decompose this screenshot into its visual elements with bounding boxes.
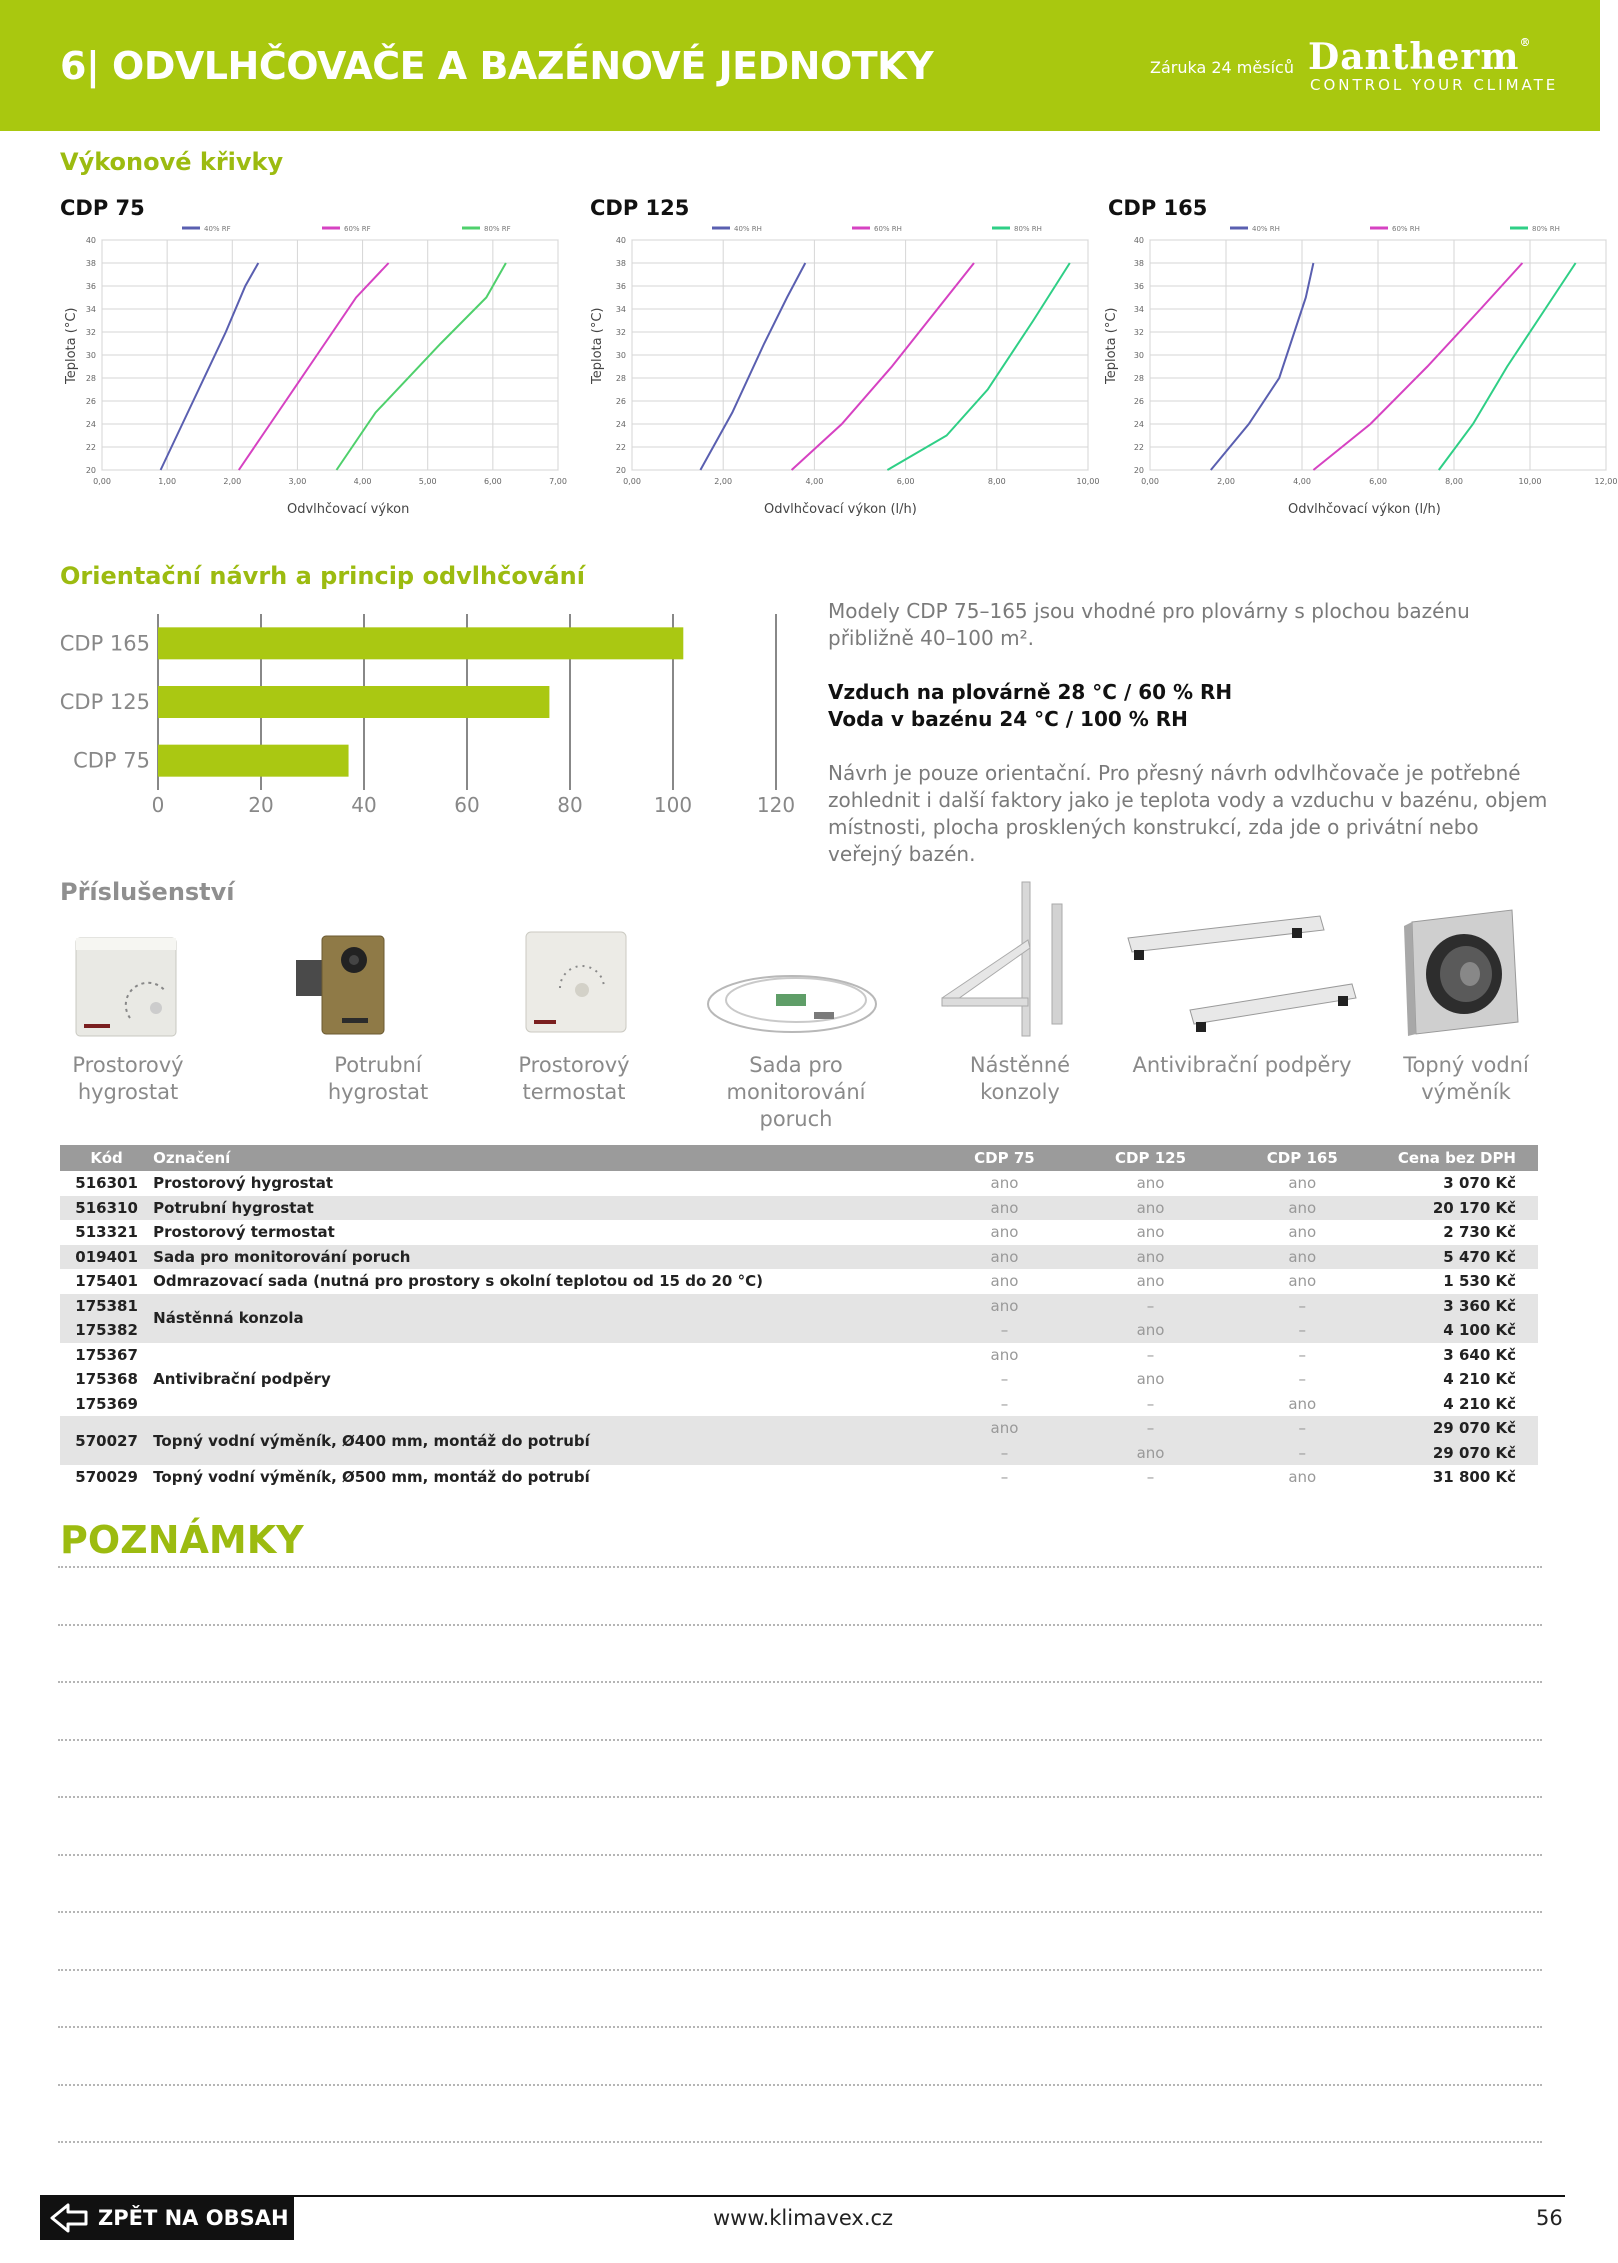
table-row: [60, 1269, 1538, 1294]
table-row: [60, 1416, 1538, 1441]
accessory-label-line: termostat: [522, 1080, 626, 1104]
legend-label: 60% RH: [1392, 225, 1420, 233]
accessory-label-line: Nástěnné: [969, 1053, 1071, 1077]
cell-price: 31 800 Kč: [1432, 1468, 1516, 1487]
warranty-note: Záruka 24 měsíců: [1150, 58, 1294, 77]
notes-line: [58, 2141, 1542, 2143]
accessory-label-room-thermostat: [486, 1052, 662, 1106]
col-header-cdp125: CDP 125: [1074, 1145, 1220, 1171]
cell-name: Prostorový termostat: [153, 1223, 335, 1242]
table-row: [60, 1245, 1538, 1270]
x-tick-label: 0,00: [93, 477, 111, 486]
y-tick-label: 40: [1133, 236, 1144, 245]
x-tick-label: 6,00: [1369, 477, 1387, 486]
y-tick-label: 38: [1133, 259, 1144, 268]
duct-hygrostat-image: [292, 930, 402, 1042]
cell-price: 5 470 Kč: [1377, 1245, 1538, 1270]
curve-plot: [1108, 226, 1618, 526]
cell-price: 4 100 Kč: [1377, 1318, 1538, 1343]
cell-cdp125: –: [1074, 1416, 1220, 1441]
x-tick-label: 80: [557, 793, 583, 817]
x-tick-label: 40: [351, 793, 377, 817]
x-tick-label: 0,00: [623, 477, 641, 486]
cell-code: 175381: [60, 1294, 145, 1319]
col-header-code: Kód: [60, 1145, 145, 1171]
col-header-name: Označení: [145, 1145, 927, 1171]
notes-line: [58, 1911, 1542, 1913]
sizing-bar-chart: [40, 610, 800, 820]
notes-line: [58, 1969, 1542, 1971]
y-tick-label: 36: [615, 282, 626, 291]
cell-code: 175367: [75, 1345, 138, 1364]
water-heater-exchanger-image: [1400, 902, 1530, 1042]
accessory-label-duct-hygrostat: [290, 1052, 466, 1106]
cell-cdp125: ano: [1136, 1370, 1165, 1389]
cell-cdp75: –: [927, 1318, 1073, 1343]
notes-line: [58, 1739, 1542, 1741]
x-tick-label: 1,00: [158, 477, 177, 486]
cell-cdp75: –: [1000, 1394, 1009, 1413]
legend-label: 80% RF: [484, 225, 511, 233]
legend-label: 60% RH: [874, 225, 902, 233]
x-tick-label: 3,00: [288, 477, 307, 486]
arrow-left-icon: [48, 2202, 90, 2234]
table-row: [60, 1171, 1538, 1196]
cell-code: 175368: [75, 1370, 138, 1389]
cell-price: 3 070 Kč: [1443, 1174, 1516, 1193]
cell-cdp75: ano: [927, 1245, 1073, 1270]
curve-chart-cdp75: [60, 196, 567, 526]
cell-code: 516310: [60, 1196, 145, 1221]
cell-cdp165: ano: [1288, 1174, 1317, 1193]
design-paragraph-2: Návrh je pouze orientační. Pro přesný návrh odvlhčovače je potřebné zohlednit i další faktory jako je teplota vody a vzduchu v bazénu, objem místnosti, plocha prosklených konstrukcí, zda jde o privátní nebo veřejný bazén.: [828, 761, 1548, 866]
chapter-title: 6| ODVLHČOVAČE A BAZÉNOVÉ JEDNOTKY: [60, 44, 934, 88]
cell-price: 29 070 Kč: [1377, 1416, 1538, 1441]
cell-price: 3 360 Kč: [1377, 1294, 1538, 1319]
cell-cdp125: ano: [1074, 1196, 1220, 1221]
cell-cdp165: ano: [1220, 1245, 1377, 1270]
cell-cdp165: –: [1220, 1294, 1377, 1319]
category-label: CDP 75: [73, 748, 150, 773]
x-tick-label: 0,00: [1141, 477, 1159, 486]
cell-cdp165: ano: [1288, 1223, 1317, 1242]
cell-code: 175382: [60, 1318, 145, 1343]
back-to-contents-button[interactable]: [40, 2196, 294, 2240]
curve-plot: [60, 226, 570, 526]
cell-cdp165: –: [1220, 1416, 1377, 1441]
notes-line: [58, 1796, 1542, 1798]
brand-tagline: CONTROL YOUR CLIMATE: [1310, 76, 1559, 94]
accessory-label-room-hygrostat: [40, 1052, 216, 1106]
x-tick-label: 10,00: [1518, 477, 1542, 486]
y-tick-label: 28: [615, 374, 626, 383]
cell-cdp75: ano: [927, 1416, 1073, 1441]
notes-line: [58, 1566, 1542, 1568]
design-paragraph-1: Modely CDP 75–165 jsou vhodné pro plovárny s plochou bazénu přibližně 40–100 m².: [828, 599, 1470, 650]
cell-cdp75: ano: [927, 1294, 1073, 1319]
cell-cdp125: –: [1146, 1394, 1155, 1413]
accessory-label-line: Potrubní: [334, 1053, 422, 1077]
x-tick-label: 100: [653, 793, 693, 817]
y-tick-label: 30: [1133, 351, 1144, 360]
cell-code: 175401: [75, 1272, 138, 1291]
accessory-label-water-heater: [1378, 1052, 1554, 1106]
x-tick-label: 6,00: [896, 477, 915, 486]
cell-cdp75: ano: [990, 1272, 1019, 1291]
cell-price: 4 210 Kč: [1443, 1370, 1516, 1389]
curve-xlabel: Odvlhčovací výkon (l/h): [764, 502, 917, 517]
design-section-title: Orientační návrh a princip odvlhčování: [60, 562, 585, 590]
legend-label: 40% RF: [204, 225, 231, 233]
cell-cdp125: ano: [1136, 1272, 1165, 1291]
x-tick-label: 10,00: [1076, 477, 1100, 486]
cell-cdp75: –: [1000, 1370, 1009, 1389]
y-tick-label: 22: [615, 443, 626, 452]
table-row: [60, 1367, 1538, 1392]
col-header-cdp165: CDP 165: [1220, 1145, 1377, 1171]
curve-chart-cdp125: [590, 196, 1100, 526]
accessory-label-line: Prostorový: [72, 1053, 184, 1077]
cell-name: Topný vodní výměník, Ø500 mm, montáž do potrubí: [153, 1468, 590, 1487]
curve-xlabel: Odvlhčovací výkon: [287, 502, 410, 517]
y-tick-label: 24: [615, 420, 626, 429]
y-tick-label: 38: [615, 259, 626, 268]
legend-label: 40% RH: [734, 225, 762, 233]
table-row: [60, 1294, 1538, 1319]
accessory-label-line: výměník: [1421, 1080, 1511, 1104]
x-tick-label: 60: [454, 793, 480, 817]
y-tick-label: 26: [85, 397, 96, 406]
curve-plot: [590, 226, 1100, 526]
y-tick-label: 32: [615, 328, 626, 337]
y-tick-label: 30: [615, 351, 626, 360]
cell-cdp75: –: [1000, 1468, 1009, 1487]
category-label: CDP 165: [59, 631, 150, 656]
y-tick-label: 36: [85, 282, 96, 291]
col-header-price: Cena bez DPH: [1377, 1145, 1538, 1171]
cell-cdp125: ano: [1074, 1245, 1220, 1270]
col-header-cdp75: CDP 75: [927, 1145, 1073, 1171]
footer-website[interactable]: www.klimavex.cz: [713, 2206, 894, 2230]
y-tick-label: 22: [85, 443, 96, 452]
y-tick-label: 36: [1133, 282, 1144, 291]
x-tick-label: 2,00: [1217, 477, 1235, 486]
cell-cdp165: ano: [1288, 1394, 1317, 1413]
y-tick-label: 28: [85, 374, 96, 383]
cell-cdp165: –: [1298, 1345, 1307, 1364]
accessory-label-line: Prostorový: [518, 1053, 630, 1077]
y-tick-label: 26: [615, 397, 626, 406]
x-tick-label: 5,00: [418, 477, 437, 486]
cell-cdp125: ano: [1074, 1318, 1220, 1343]
y-tick-label: 20: [85, 466, 96, 475]
cell-cdp75: ano: [990, 1345, 1019, 1364]
accessory-label-line: Antivibrační podpěry: [1132, 1053, 1352, 1077]
curve-chart-cdp165: [1104, 196, 1618, 526]
back-to-contents-label: ZPĚT NA OBSAH: [98, 2206, 289, 2230]
accessory-label-line: poruch: [759, 1107, 833, 1131]
accessory-label-line: hygrostat: [327, 1080, 429, 1104]
notes-line: [58, 2026, 1542, 2028]
table-row: [60, 1220, 1538, 1245]
y-tick-label: 26: [1133, 397, 1144, 406]
cell-cdp75: ano: [990, 1174, 1019, 1193]
brand-mark: ®: [1519, 36, 1532, 49]
cell-cdp75: –: [927, 1441, 1073, 1466]
brand-logo: [1308, 36, 1531, 78]
table-row: [60, 1343, 1538, 1368]
notes-line: [58, 1624, 1542, 1626]
cell-price: 3 640 Kč: [1443, 1345, 1516, 1364]
y-tick-label: 28: [1133, 374, 1144, 383]
cell-price: 29 070 Kč: [1377, 1441, 1538, 1466]
y-tick-label: 32: [85, 328, 96, 337]
x-tick-label: 20: [248, 793, 274, 817]
cell-cdp165: –: [1220, 1441, 1377, 1466]
y-tick-label: 32: [1133, 328, 1144, 337]
accessory-label-line: konzoly: [980, 1080, 1060, 1104]
cell-name: Sada pro monitorování poruch: [145, 1245, 927, 1270]
accessory-label-line: Topný vodní: [1403, 1053, 1529, 1077]
x-tick-label: 120: [756, 793, 796, 817]
legend-label: 80% RH: [1014, 225, 1042, 233]
curves-section-title: Výkonové křivky: [60, 148, 284, 176]
cell-name: Odmrazovací sada (nutná pro prostory s okolní teplotou od 15 do 20 °C): [153, 1272, 763, 1291]
cell-cdp165: ano: [1220, 1196, 1377, 1221]
cell-name: Potrubní hygrostat: [145, 1196, 927, 1221]
y-tick-label: 40: [85, 236, 96, 245]
table-row: [60, 1196, 1538, 1221]
accessory-label-wall-brackets: [932, 1052, 1108, 1106]
y-tick-label: 34: [1133, 305, 1144, 314]
cell-cdp125: ano: [1136, 1174, 1165, 1193]
cell-cdp125: –: [1146, 1468, 1155, 1487]
x-tick-label: 8,00: [1445, 477, 1463, 486]
cell-name: [145, 1392, 927, 1417]
accessory-label-line: hygrostat: [77, 1080, 179, 1104]
notes-title: POZNÁMKY: [60, 1518, 304, 1562]
x-tick-label: 8,00: [987, 477, 1006, 486]
x-tick-label: 2,00: [223, 477, 242, 486]
x-tick-label: 4,00: [805, 477, 824, 486]
x-tick-label: 0: [151, 793, 165, 817]
bar: [158, 686, 549, 718]
accessories-price-table: [60, 1145, 1538, 1490]
cell-cdp165: –: [1220, 1318, 1377, 1343]
curve-title: CDP 75: [60, 196, 145, 220]
curve-xlabel: Odvlhčovací výkon (l/h): [1288, 502, 1441, 517]
room-thermostat-image: [520, 926, 632, 1038]
y-tick-label: 30: [85, 351, 96, 360]
x-tick-label: 4,00: [353, 477, 372, 486]
cell-price: 4 210 Kč: [1443, 1394, 1516, 1413]
cell-price: 1 530 Kč: [1443, 1272, 1516, 1291]
anti-vibration-supports-image: [1120, 908, 1360, 1040]
curve-title: CDP 165: [1108, 196, 1208, 220]
notes-line: [58, 1854, 1542, 1856]
cell-name: Prostorový hygrostat: [153, 1174, 334, 1193]
cell-code: 570027: [60, 1416, 145, 1465]
accessory-label-line: Sada pro: [749, 1053, 843, 1077]
y-tick-label: 40: [615, 236, 626, 245]
y-tick-label: 20: [615, 466, 626, 475]
cell-cdp125: ano: [1136, 1223, 1165, 1242]
accessory-label-line: monitorování: [726, 1080, 866, 1104]
cell-cdp165: –: [1298, 1370, 1307, 1389]
x-tick-label: 2,00: [714, 477, 733, 486]
y-tick-label: 34: [85, 305, 96, 314]
legend-label: 60% RF: [344, 225, 371, 233]
y-tick-label: 22: [1133, 443, 1144, 452]
x-tick-label: 7,00: [549, 477, 567, 486]
y-tick-label: 34: [615, 305, 626, 314]
cell-code: 175369: [75, 1394, 138, 1413]
legend-label: 80% RH: [1532, 225, 1560, 233]
bar: [158, 627, 683, 659]
cell-cdp125: –: [1074, 1294, 1220, 1319]
design-water-condition: Voda v bazénu 24 °C / 100 % RH: [828, 707, 1188, 731]
room-hygrostat-image: [72, 932, 184, 1040]
notes-line: [58, 2084, 1542, 2086]
cell-cdp75: ano: [990, 1223, 1019, 1242]
table-header-row: [60, 1145, 1538, 1171]
page-header: [0, 0, 1600, 131]
x-tick-label: 12,00: [1594, 477, 1618, 486]
y-tick-label: 38: [85, 259, 96, 268]
bar: [158, 745, 349, 777]
cell-cdp165: ano: [1288, 1272, 1317, 1291]
accessories-section-title: Příslušenství: [60, 878, 235, 906]
y-tick-label: 20: [1133, 466, 1144, 475]
cell-name: [145, 1343, 927, 1368]
y-tick-label: 24: [1133, 420, 1144, 429]
cell-name: Topný vodní výměník, Ø400 mm, montáž do potrubí: [145, 1416, 927, 1465]
table-row: [60, 1465, 1538, 1490]
fault-monitoring-kit-image: [704, 970, 880, 1040]
x-tick-label: 4,00: [1293, 477, 1311, 486]
cell-cdp125: –: [1146, 1345, 1155, 1364]
cell-name: Antivibrační podpěry: [153, 1370, 331, 1389]
curve-ylabel: Teplota (°C): [590, 307, 605, 384]
curve-ylabel: Teplota (°C): [64, 307, 79, 384]
table-row: [60, 1392, 1538, 1417]
cell-price: 2 730 Kč: [1443, 1223, 1516, 1242]
page-number: 56: [1536, 2206, 1563, 2230]
cell-price: 20 170 Kč: [1377, 1196, 1538, 1221]
category-label: CDP 125: [59, 690, 150, 714]
curve-ylabel: Teplota (°C): [1104, 307, 1119, 384]
cell-name: Nástěnná konzola: [145, 1294, 927, 1343]
x-tick-label: 6,00: [483, 477, 502, 486]
brand-name: Dantherm: [1308, 36, 1520, 78]
cell-code: 570029: [75, 1468, 138, 1487]
wall-bracket-image: [932, 876, 1082, 1046]
cell-cdp165: ano: [1288, 1468, 1317, 1487]
legend-label: 40% RH: [1252, 225, 1280, 233]
cell-cdp75: ano: [927, 1196, 1073, 1221]
notes-line: [58, 1681, 1542, 1683]
cell-cdp125: ano: [1074, 1441, 1220, 1466]
cell-code: 019401: [60, 1245, 145, 1270]
cell-code: 513321: [75, 1223, 138, 1242]
accessory-label-anti-vibration-supports: [1120, 1052, 1364, 1079]
accessory-label-fault-monitoring-kit: [708, 1052, 884, 1133]
y-tick-label: 24: [85, 420, 96, 429]
design-air-condition: Vzduch na plovárně 28 °C / 60 % RH: [828, 680, 1233, 704]
curve-title: CDP 125: [590, 196, 690, 220]
cell-code: 516301: [75, 1174, 138, 1193]
